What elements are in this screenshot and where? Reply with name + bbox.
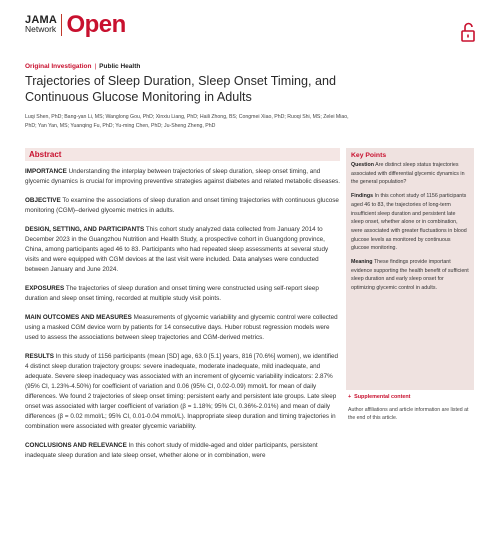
abstract-conclusions: CONCLUSIONS AND RELEVANCE In this cohort study of middle-aged and older participants, persistent inadequate sleep duration and late sleep onset, whether alone or in combination, were xyxy=(25,442,318,459)
abstract-results: RESULTS In this study of 1156 participants (mean [SD] age, 63.0 [5.1] years, 816 [70.6%] women), we identified 4 distinct sleep duration trajectory groups: severe inadequate, moderate inadequate, mild inadequate, and adequate. Severe sleep inadequacy was associated with an increment of glycemic variability indicators: 2.87% (95% CI, 1.23%-4.50%) for coefficient of variation and 0.06 (95% CI, 0.02-0.09) mmol/L for mean of daily differences. We found 2 trajectories of sleep onset timing: persistent early and persistent late groups. Late sleep onset was associated with larger coefficient of variation (β = 1.18%; 95% CI, 0.36%-2.01%) and mean of daily differences (β = 0.02 mmol/L; 95% CI, 0.01-0.04 mmol/L). Inappropriate sleep duration and timing trajectories in combination were associated with greater glycemic variability. xyxy=(25,353,339,430)
logo-divider xyxy=(61,14,63,36)
author-list: Luqi Shen, PhD; Bang-yan Li, MS; Wanglong Gou, PhD; Xinxiu Liang, PhD; Haili Zhong, BS; Congmei Xiao, PhD; Ruoqi Shi, MS; Zelei Miao, PhD; Yan Yan, MS; Yuanqing Fu, PhD; Yu-ming Chen, PhD; Ju-Sheng Zheng, PhD xyxy=(25,114,349,129)
supplemental-content-link[interactable] xyxy=(348,394,410,400)
abstract-body xyxy=(25,167,340,470)
key-point-findings: Findings In this cohort study of 1156 participants aged 46 to 83, the trajectories of long-term insufficient sleep duration and persistent late sleep onset, whether alone or in combination, were associated with greater fluctuations in blood glucose levels as monitored by continuous glucose monitoring. xyxy=(351,193,467,252)
logo-jama-text: JAMA xyxy=(25,14,57,26)
logo-open-text: Open xyxy=(66,11,126,38)
article-kicker xyxy=(25,63,140,70)
open-lock-icon xyxy=(461,22,475,42)
article-title: Trajectories of Sleep Duration, Sleep Onset Timing, and Continuous Glucose Monitoring in Adults xyxy=(25,74,337,104)
key-point-meaning: Meaning These findings provide important evidence supporting the health benefit of sufficient sleep duration and early sleep onset for optimizing glycemic control in adults. xyxy=(351,259,469,292)
key-points-panel xyxy=(346,148,474,390)
kicker-separator: | xyxy=(94,63,97,70)
abstract-importance: IMPORTANCE Understanding the interplay between trajectories of sleep duration, sleep onset timing, and glycemic dynamics is crucial for improving preventive strategies against diabetes and related metabolic diseases. xyxy=(25,168,340,185)
abstract-outcomes: MAIN OUTCOMES AND MEASURES Measurements of glycemic variability and glycemic control were collected using a masked CGM device worn by patients for 14 consecutive days. Huber robust regression models were used to assess the associations between sleep trajectories and CGM-derived metrics. xyxy=(25,314,338,341)
kicker-section: Public Health xyxy=(99,63,141,70)
abstract-heading: Abstract xyxy=(25,148,340,161)
key-points-heading: Key Points xyxy=(351,152,387,159)
affiliations-note: Author affiliations and article information are listed at the end of this article. xyxy=(348,407,469,422)
jama-network-open-logo xyxy=(25,11,126,38)
plus-icon: + xyxy=(348,394,352,400)
abstract-design: DESIGN, SETTING, AND PARTICIPANTS This cohort study analyzed data collected from January 2014 to December 2023 in the Guangzhou Nutrition and Health Study, a prospective cohort in Guangdong province, China, among participants aged 46 to 83. Participants who had repeated sleep assessments at several study visits and were equipped with CGM devices at the last visit were included. Data analyses were conducted between January and June 2024. xyxy=(25,226,329,273)
key-point-question: Question Are distinct sleep status trajectories associated with differential glycemic dynamics in the general population? xyxy=(351,162,465,186)
logo-network-text: Network xyxy=(25,24,57,34)
abstract-exposures: EXPOSURES The trajectories of sleep duration and onset timing were constructed using self-report sleep duration and sleep onset timing, recorded at multiple study visit points. xyxy=(25,285,319,302)
abstract-objective: OBJECTIVE To examine the associations of sleep duration and onset timing trajectories with continuous glucose monitoring (CGM)–derived glycemic metrics in adults. xyxy=(25,197,339,214)
supplemental-content-label: Supplemental content xyxy=(354,394,411,400)
kicker-article-type: Original Investigation xyxy=(25,63,92,70)
